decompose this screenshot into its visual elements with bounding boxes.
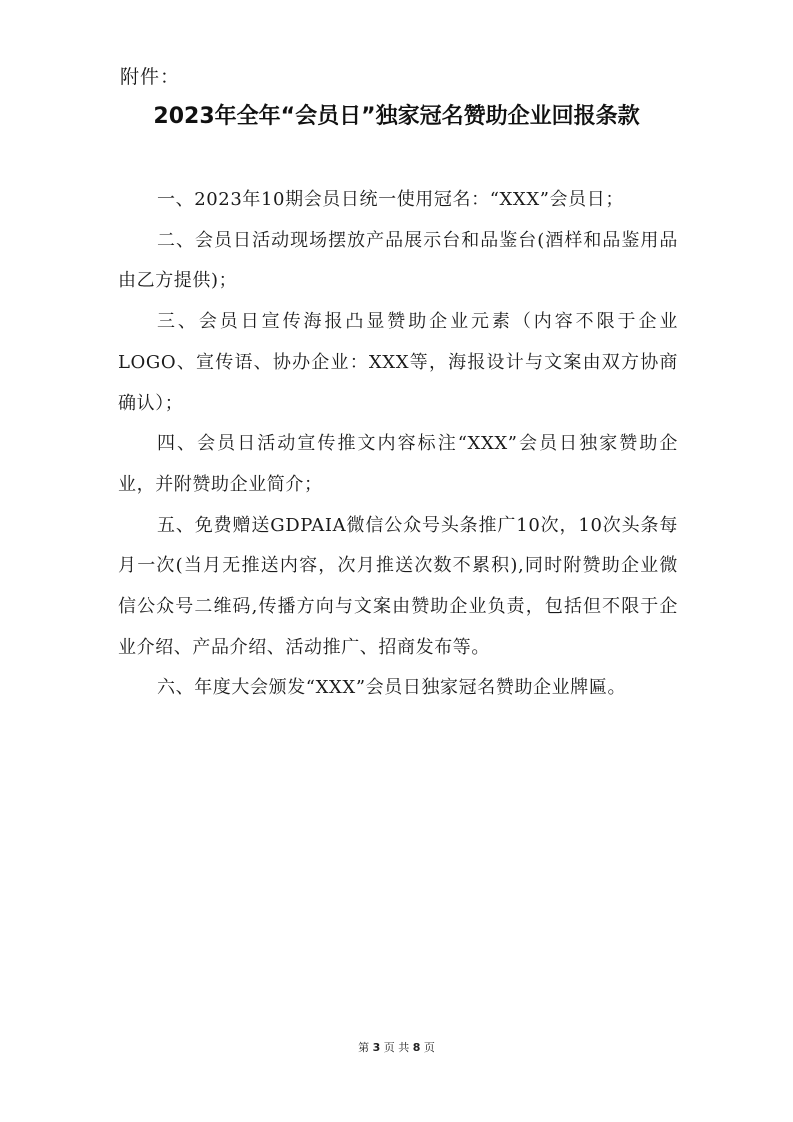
document-title: 2023年全年“会员日”独家冠名赞助企业回报条款	[153, 104, 640, 129]
clause-5: 五、免费赠送GDPAIA微信公众号头条推广10次，10次头条每月一次(当月无推送内容，次月推送次数不累积),同时附赞助企业微信公众号二维码,传播方向与文案由赞助企业负责，包括但不限于企业介绍、产品介绍、活动推广、招商发布等。	[118, 514, 678, 658]
total-page-count: 8	[412, 1041, 421, 1054]
clause-2: 二、会员日活动现场摆放产品展示台和品鉴台(酒样和品鉴用品由乙方提供)；	[118, 229, 678, 292]
attachment-label: 附件：	[120, 66, 181, 88]
clause-1: 一、2023年10期会员日统一使用冠名：“XXX”会员日；	[157, 189, 624, 210]
clause-6: 六、年度大会颁发“XXX”会员日独家冠名赞助企业牌匾。	[157, 677, 627, 699]
footer-suffix: 页	[423, 1041, 435, 1054]
current-page-number: 3	[372, 1041, 381, 1054]
footer-prefix: 第	[358, 1041, 370, 1054]
page-number-footer	[0, 1040, 793, 1056]
footer-middle: 页 共	[383, 1041, 410, 1054]
clauses-list	[118, 180, 678, 709]
clause-4: 四、会员日活动宣传推文内容标注“XXX”会员日独家赞助企业，并附赞助企业简介；	[118, 433, 678, 495]
clause-3: 三、会员日宣传海报凸显赞助企业元素（内容不限于企业LOGO、宣传语、协办企业：XXX等，海报设计与文案由双方协商确认）；	[118, 311, 678, 414]
